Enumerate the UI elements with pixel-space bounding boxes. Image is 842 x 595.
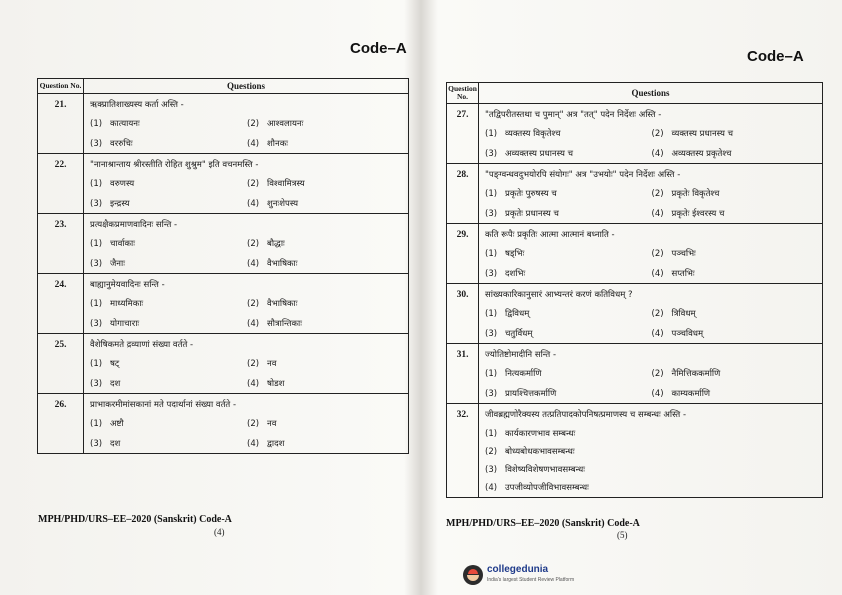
- option-key: (2): [247, 359, 260, 369]
- question-number: 22.: [38, 154, 84, 214]
- option-item: [247, 358, 404, 369]
- option-list: [485, 368, 818, 399]
- option-key: (3): [485, 329, 498, 339]
- option-key: (4): [247, 439, 260, 449]
- option-item: [247, 318, 404, 329]
- option-key: (3): [90, 259, 103, 269]
- option-text: विशेष्यविशेषणभावसम्बन्धः: [505, 465, 585, 475]
- option-text: नव: [267, 359, 277, 369]
- option-item: [485, 428, 818, 439]
- option-text: इन्द्रस्य: [110, 199, 130, 209]
- option-text: शौनकः: [267, 139, 288, 149]
- question-body: [479, 284, 823, 344]
- question-number: 26.: [38, 394, 84, 454]
- questions-header: Questions: [479, 83, 823, 104]
- question-number: 30.: [447, 284, 479, 344]
- option-item: [90, 298, 247, 309]
- option-text: बौद्धाः: [267, 239, 285, 249]
- option-key: (2): [651, 309, 664, 319]
- question-body: [84, 154, 409, 214]
- question-stem: "तद्विपरीतस्तथा च पुमान्" अत्र "तत्" पदेन निर्देशः अस्ति -: [485, 110, 662, 120]
- option-key: (2): [651, 369, 664, 379]
- option-key: (2): [651, 249, 664, 259]
- question-body: [479, 224, 823, 284]
- option-text: चार्वाकाः: [110, 239, 135, 249]
- option-item: [90, 258, 247, 269]
- question-number: 31.: [447, 344, 479, 404]
- option-item: [652, 128, 819, 139]
- option-item: [485, 482, 818, 493]
- option-text: वैभाषिकाः: [267, 259, 298, 269]
- option-item: [485, 388, 652, 399]
- question-body: [84, 334, 409, 394]
- option-item: [90, 438, 247, 449]
- option-item: [247, 438, 404, 449]
- option-key: (1): [90, 299, 103, 309]
- option-key: (3): [90, 199, 103, 209]
- question-body: [479, 344, 823, 404]
- option-item: [247, 298, 404, 309]
- question-stem: "पङ्ग्वन्धवदुभयोरपि संयोगः" अत्र "उभयोः" पदेन निर्देशः अस्ति -: [485, 170, 681, 180]
- option-item: [90, 358, 247, 369]
- option-item: [485, 464, 818, 475]
- option-key: (3): [485, 465, 498, 475]
- option-key: (4): [485, 483, 498, 493]
- question-stem: "नानाश्रान्ताय श्रीरस्तीति रोहित शुश्रुम" इति वचनमस्ति -: [90, 160, 259, 170]
- option-key: (3): [90, 439, 103, 449]
- option-item: [652, 328, 819, 339]
- option-list: [90, 178, 404, 209]
- option-key: (4): [247, 379, 260, 389]
- option-list: [485, 308, 818, 339]
- option-key: (3): [485, 209, 498, 219]
- question-number: 25.: [38, 334, 84, 394]
- option-key: (3): [485, 389, 498, 399]
- option-item: [90, 378, 247, 389]
- question-stem: ऋक्प्रातिशाख्यस्य कर्ता अस्ति -: [90, 100, 184, 110]
- option-key: (1): [90, 359, 103, 369]
- option-item: [247, 198, 404, 209]
- option-text: विश्वामित्रस्य: [267, 179, 305, 189]
- option-list: [90, 118, 404, 149]
- option-text: योगाचाराः: [110, 319, 140, 329]
- option-text: नैमित्तिककर्माणि: [671, 369, 721, 379]
- question-stem: सांख्यकारिकानुसारं आभ्यन्तरं करणं कतिविधम् ?: [485, 290, 633, 300]
- option-key: (1): [485, 189, 498, 199]
- question-row: [447, 284, 823, 344]
- option-item: [485, 368, 652, 379]
- question-body: [84, 94, 409, 154]
- option-text: अष्टौ: [110, 419, 124, 429]
- option-item: [652, 388, 819, 399]
- option-text: सप्तभिः: [671, 269, 695, 279]
- option-item: [90, 198, 247, 209]
- option-item: [485, 148, 652, 159]
- option-item: [90, 178, 247, 189]
- option-key: (2): [247, 119, 260, 129]
- option-text: उपजीव्योपजीविभावसम्बन्धः: [505, 483, 589, 493]
- question-row: [38, 274, 409, 334]
- option-item: [90, 238, 247, 249]
- right-footer: MPH/PHD/URS–EE–2020 (Sanskrit) Code-A: [446, 518, 640, 529]
- option-key: (2): [247, 239, 260, 249]
- option-list: [485, 128, 818, 159]
- question-row: [447, 104, 823, 164]
- option-key: (4): [651, 209, 664, 219]
- option-key: (3): [485, 269, 498, 279]
- option-key: (4): [651, 329, 664, 339]
- option-text: दश: [110, 439, 121, 449]
- watermark-tagline: India's largest Student Review Platform: [487, 577, 575, 583]
- option-item: [90, 118, 247, 129]
- option-item: [485, 128, 652, 139]
- question-body: [479, 164, 823, 224]
- question-number: 29.: [447, 224, 479, 284]
- question-body: [479, 404, 823, 498]
- option-item: [652, 148, 819, 159]
- option-text: सौत्रान्तिकाः: [267, 319, 302, 329]
- option-item: [652, 188, 819, 199]
- question-stem: जीवब्रह्मणोरैक्यस्य तत्प्रतिपादकोपनिषत्प्रमाणस्य च सम्बन्धः अस्ति -: [485, 410, 687, 420]
- option-text: द्वादश: [267, 439, 285, 449]
- right-question-table: [446, 82, 823, 498]
- option-key: (2): [247, 179, 260, 189]
- question-number: 23.: [38, 214, 84, 274]
- question-row: [38, 94, 409, 154]
- left-question-table: [37, 78, 409, 454]
- option-text: प्रकृतेः ईश्वरस्य च: [671, 209, 725, 219]
- option-key: (2): [247, 419, 260, 429]
- option-item: [247, 238, 404, 249]
- question-row: [38, 214, 409, 274]
- option-key: (2): [651, 129, 664, 139]
- question-stem: प्राभाकरमीमांसकानां मते पदार्थानां संख्या वर्तते -: [90, 400, 237, 410]
- option-text: जैनाः: [110, 259, 125, 269]
- right-page-number: (5): [617, 530, 628, 540]
- option-text: व्यक्तस्य विकृतेश्च: [505, 129, 561, 139]
- option-item: [485, 208, 652, 219]
- option-text: शुनःशेपस्य: [267, 199, 299, 209]
- question-stem: कति रूपैः प्रकृतिः आत्मा आत्मानं बध्नाति -: [485, 230, 615, 240]
- option-key: (4): [651, 389, 664, 399]
- question-number: 24.: [38, 274, 84, 334]
- option-key: (3): [90, 139, 103, 149]
- left-footer: MPH/PHD/URS–EE–2020 (Sanskrit) Code-A: [38, 514, 232, 525]
- option-text: वररुचिः: [110, 139, 133, 149]
- option-item: [652, 208, 819, 219]
- option-text: नव: [267, 419, 277, 429]
- option-key: (1): [485, 249, 498, 259]
- option-text: बोध्यबोधकभावसम्बन्धः: [505, 447, 575, 457]
- option-key: (4): [651, 269, 664, 279]
- option-text: पञ्चभिः: [671, 249, 696, 259]
- question-no-header: Question No.: [447, 83, 479, 104]
- option-key: (1): [90, 179, 103, 189]
- option-item: [247, 258, 404, 269]
- option-item: [247, 418, 404, 429]
- question-row: [447, 164, 823, 224]
- option-item: [652, 248, 819, 259]
- option-key: (4): [651, 149, 664, 159]
- option-key: (3): [90, 319, 103, 329]
- option-text: आश्वलायनः: [267, 119, 304, 129]
- option-list: [90, 418, 404, 449]
- question-number: 32.: [447, 404, 479, 498]
- question-body: [84, 274, 409, 334]
- question-row: [447, 224, 823, 284]
- option-text: काम्यकर्माणि: [671, 389, 711, 399]
- option-item: [90, 318, 247, 329]
- option-item: [485, 446, 818, 457]
- option-key: (3): [90, 379, 103, 389]
- option-text: षड्भिः: [505, 249, 525, 259]
- option-text: माध्यमिकाः: [110, 299, 144, 309]
- option-item: [90, 138, 247, 149]
- option-item: [90, 418, 247, 429]
- questions-header: Questions: [84, 79, 409, 94]
- collegedunia-watermark: [463, 565, 574, 585]
- option-text: कार्यकारणभाव सम्बन्धः: [505, 429, 576, 439]
- option-item: [247, 178, 404, 189]
- option-key: (1): [90, 419, 103, 429]
- question-row: [38, 334, 409, 394]
- option-key: (2): [485, 447, 498, 457]
- question-stem: बाह्यानुमेयवादिनः सन्ति -: [90, 280, 165, 290]
- option-item: [485, 268, 652, 279]
- question-stem: ज्योतिष्टोमादीनि सन्ति -: [485, 350, 557, 360]
- option-text: वैभाषिकाः: [267, 299, 298, 309]
- left-table-header: [38, 79, 409, 94]
- option-text: त्रिविधम्: [671, 309, 696, 319]
- left-code-label: Code–A: [350, 40, 407, 57]
- option-list: [485, 248, 818, 279]
- right-table-header: [447, 83, 823, 104]
- option-key: (1): [90, 119, 103, 129]
- option-text: वरुणस्य: [110, 179, 135, 189]
- option-text: दशभिः: [505, 269, 526, 279]
- option-text: नित्यकर्माणि: [505, 369, 542, 379]
- question-body: [84, 394, 409, 454]
- option-item: [652, 308, 819, 319]
- question-number: 28.: [447, 164, 479, 224]
- option-text: षट्: [110, 359, 120, 369]
- option-key: (1): [485, 129, 498, 139]
- question-number: 21.: [38, 94, 84, 154]
- question-number: 27.: [447, 104, 479, 164]
- question-row: [38, 154, 409, 214]
- option-key: (4): [247, 199, 260, 209]
- option-text: अव्यक्तस्य प्रकृतेश्च: [671, 149, 732, 159]
- option-text: प्रकृतेः प्रधानस्य च: [505, 209, 559, 219]
- option-key: (4): [247, 259, 260, 269]
- option-text: प्रायश्चित्तकर्माणि: [505, 389, 557, 399]
- watermark-name: collegedunia: [487, 564, 549, 575]
- question-body: [84, 214, 409, 274]
- option-list: [485, 188, 818, 219]
- option-item: [485, 248, 652, 259]
- option-item: [247, 138, 404, 149]
- question-stem: वैशेषिकमते द्रव्याणां संख्या वर्तते -: [90, 340, 194, 350]
- option-text: अव्यक्तस्य प्रधानस्य च: [505, 149, 573, 159]
- option-text: प्रकृतेः विकृतेश्च: [671, 189, 720, 199]
- option-list: [485, 428, 818, 493]
- option-list: [90, 298, 404, 329]
- option-key: (2): [247, 299, 260, 309]
- option-text: प्रकृतेः पुरुषस्य च: [505, 189, 557, 199]
- question-row: [38, 394, 409, 454]
- option-text: व्यक्तस्य प्रधानस्य च: [671, 129, 733, 139]
- question-row: [447, 404, 823, 498]
- option-item: [485, 308, 652, 319]
- option-key: (1): [485, 369, 498, 379]
- option-key: (1): [485, 309, 498, 319]
- option-item: [247, 378, 404, 389]
- option-key: (1): [90, 239, 103, 249]
- question-no-header: Question No.: [38, 79, 84, 94]
- option-list: [90, 358, 404, 389]
- option-key: (3): [485, 149, 498, 159]
- option-key: (4): [247, 139, 260, 149]
- option-item: [247, 118, 404, 129]
- option-key: (2): [651, 189, 664, 199]
- option-text: चतुर्विधम्: [505, 329, 533, 339]
- question-row: [447, 344, 823, 404]
- question-stem: प्रत्यक्षैकप्रमाणवादिनः सन्ति -: [90, 220, 178, 230]
- option-list: [90, 238, 404, 269]
- option-item: [485, 188, 652, 199]
- left-page-number: (4): [214, 527, 225, 537]
- right-code-label: Code–A: [747, 48, 804, 65]
- question-body: [479, 104, 823, 164]
- option-item: [485, 328, 652, 339]
- option-text: कात्यायनः: [110, 119, 140, 129]
- option-text: द्विविधम्: [505, 309, 530, 319]
- option-key: (1): [485, 429, 498, 439]
- option-text: पञ्चविधम्: [671, 329, 704, 339]
- option-text: षोडश: [267, 379, 285, 389]
- collegedunia-logo-icon: [463, 565, 483, 585]
- option-item: [652, 368, 819, 379]
- option-text: दश: [110, 379, 121, 389]
- option-item: [652, 268, 819, 279]
- option-key: (4): [247, 319, 260, 329]
